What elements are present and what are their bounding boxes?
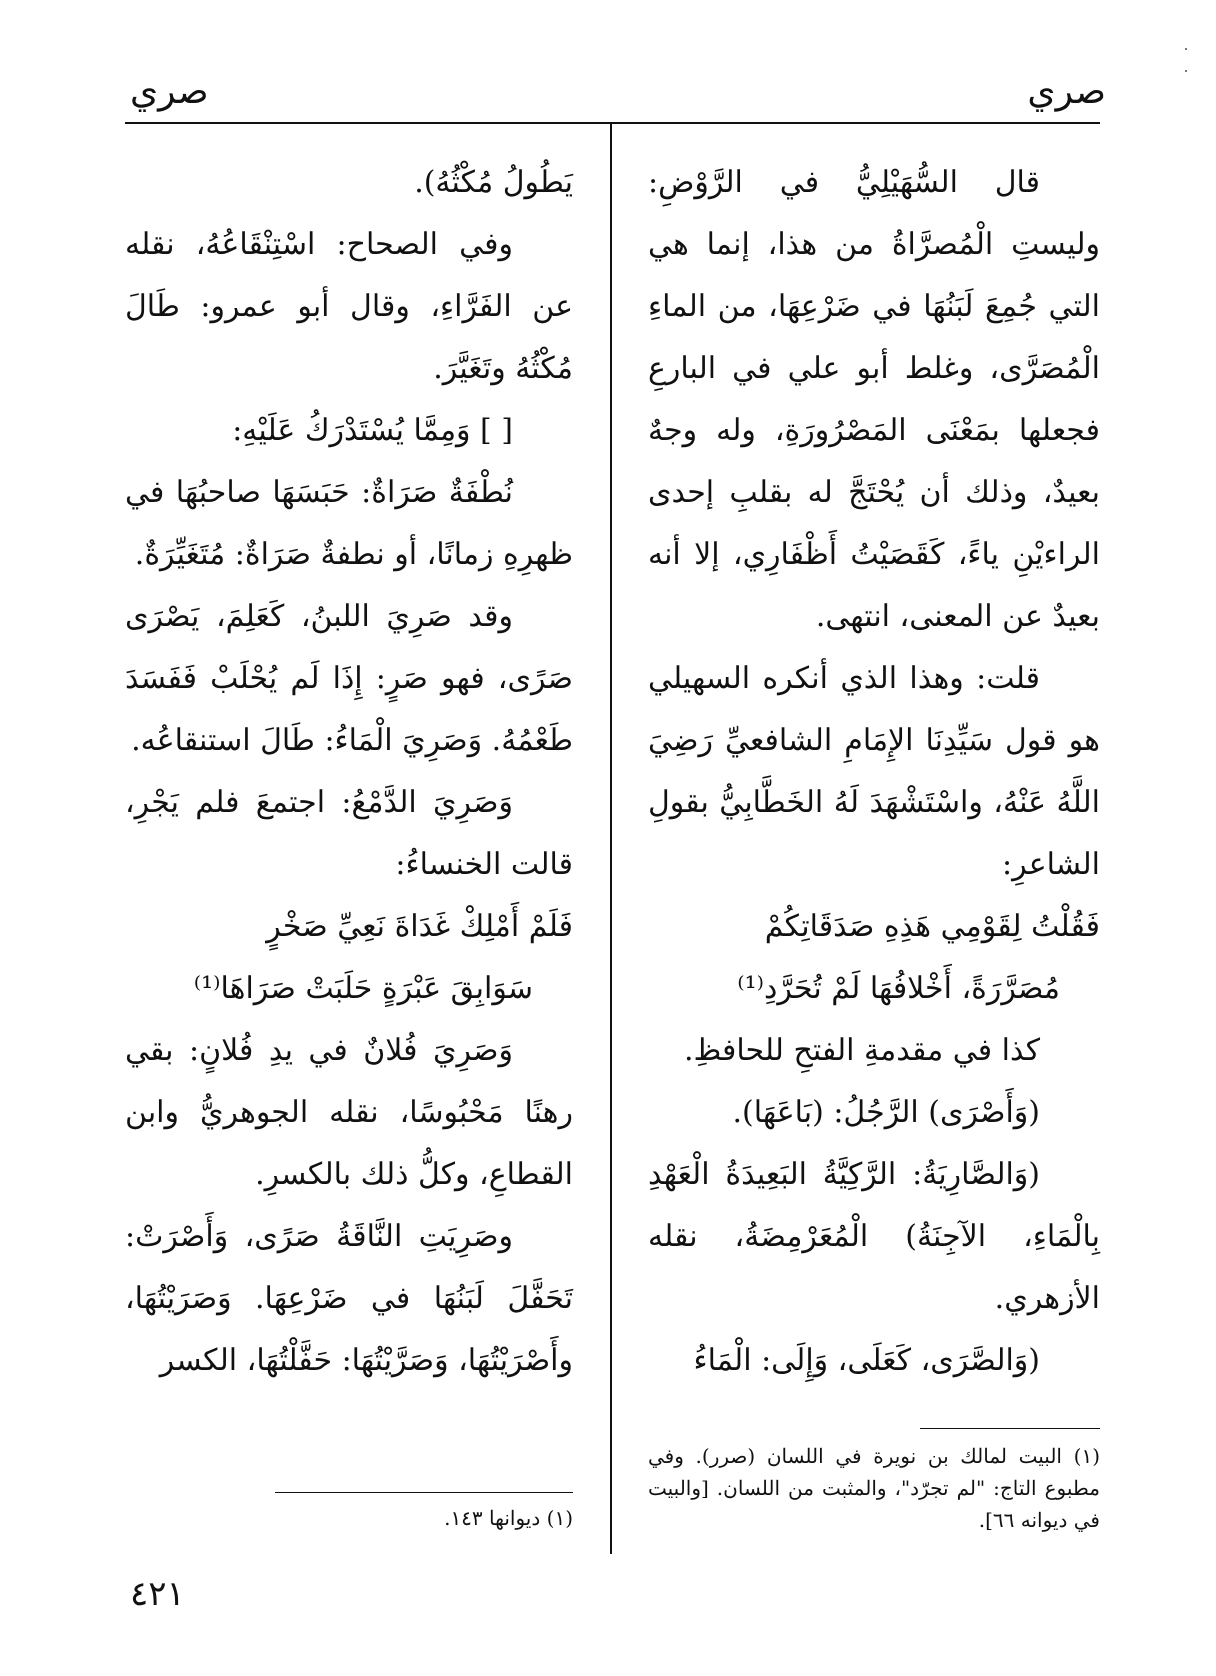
paragraph: يَطُولُ مُكْثُهُ). (414, 165, 573, 200)
right-column (648, 152, 1100, 1392)
footnote-rule-right (920, 1428, 1100, 1429)
paragraph: وَصَرِيَ فُلانٌ في يدِ فُلانٍ: بقي رهنًا مَحْبُوسًا، نقله الجوهريُّ وابن القطاعِ، وكلُّ ذلك بالكسرِ. (125, 1033, 573, 1192)
running-head-right: صري (1027, 71, 1106, 112)
verse-line: سَوَابِقَ عَبْرَةٍ حَلَبَتْ صَرَاهَا⁽¹⁾ (193, 971, 533, 1006)
paragraph: (وَأَصْرَى) الرَّجُلُ: (بَاعَهَا). (732, 1095, 1040, 1130)
scan-edge-marks (1185, 48, 1188, 108)
paragraph: وصَرِيَتِ النَّاقَةُ صَرًى، وَأَصْرَتْ: تَحَفَّلَ لَبَنُهَا في ضَرْعِهَا. وَصَرَيْتُهَا، وأَصْرَيْتُهَا، وَصَرَّيْتُهَا: حَفَّلْتُهَا، الكسر (125, 1219, 573, 1378)
paragraph: (وَالصَّرَى، كَعَلَى، وَإِلَى: الْمَاءُ (693, 1343, 1040, 1378)
header-rule (125, 122, 1100, 124)
paragraph: [ ] وَمِمَّا يُسْتَدْرَكُ عَلَيْهِ: (232, 413, 513, 448)
page-number: ٤٢١ (130, 1574, 185, 1614)
left-column (125, 152, 573, 1392)
running-head-left: صري (130, 71, 209, 112)
verse-line: مُصَرَّرَةً، أَخْلافُهَا لَمْ تُحَرَّدِ⁽¹⁾ (737, 971, 1060, 1006)
paragraph: نُطْفَةٌ صَرَاةٌ: حَبَسَهَا صاحبُهَا في ظهرِهِ زمانًا، أو نطفةٌ صَرَاةٌ: مُتَغَيِّرَةٌ. (125, 475, 573, 572)
paragraph: (وَالصَّارِيَةُ: الرَّكِيَّةُ البَعِيدَةُ الْعَهْدِ بِالْمَاءِ، الآجِنَةُ) الْمُعَرْمِضَةُ، نقله الأزهري. (648, 1157, 1100, 1316)
footnote-rule-left (275, 1492, 573, 1493)
paragraph: وقد صَرِيَ اللبنُ، كَعَلِمَ، يَصْرَى صَرًى، فهو صَرٍ: إِذَا لَم يُحْلَبْ فَفَسَدَ طَعْمُهُ. وَصَرِيَ الْمَاءُ: طَالَ استنقاعُه. (125, 599, 573, 758)
paragraph: قلت: وهذا الذي أنكره السهيلي هو قول سَيِّدِنَا الإِمَامِ الشافعيِّ رَضِيَ اللَّهُ عَنْهُ، واسْتَشْهَدَ لَهُ الخَطَّابِيُّ بقولِ الشاعرِ: (648, 661, 1100, 882)
column-divider (610, 122, 612, 1554)
paragraph: وفي الصحاح: اسْتِنْقَاعُهُ، نقله عن الفَرَّاءِ، وقال أبو عمرو: طَالَ مُكْثُهُ وتَغَيَّرَ. (125, 227, 573, 386)
paragraph: قال السُّهَيْلِيُّ في الرَّوْضِ: وليستِ الْمُصرَّاةُ من هذا، إنما هي التي جُمِعَ لَبَنُهَا في ضَرْعِهَا، من الماءِ الْمُصَرَّى، وغلط أبو علي في البارعِ فجعلها بمَعْنَى المَصْرُورَةِ، وله وجهٌ بعيدٌ، وذلك أن يُحْتَجَّ له بقلبِ إحدى الراءيْنِ ياءً، كَقَصَيْتُ أَظْفَارِي، إلا أنه بعيدٌ عن المعنى، انتهى. (648, 165, 1100, 634)
footnote-right: (١) البيت لمالك بن نويرة في اللسان (صرر). وفي مطبوع التاج: "لم تجرّد"، والمثبت من اللسان. [والبيت في ديوانه ٦٦]. (648, 1444, 1100, 1532)
footnote-left: (١) ديوانها ١٤٣. (444, 1506, 573, 1530)
verse-line: فَقُلْتُ لِقَوْمِي هَذِهِ صَدَقَاتِكُمْ (764, 909, 1100, 944)
paragraph: كذا في مقدمةِ الفتحِ للحافظِ. (683, 1033, 1040, 1068)
paragraph: وَصَرِيَ الدَّمْعُ: اجتمعَ فلم يَجْرِ، قالت الخنساءُ: (125, 785, 573, 882)
verse-line: فَلَمْ أَمْلِكْ غَدَاةَ نَعِيِّ صَخْرٍ (266, 909, 573, 944)
